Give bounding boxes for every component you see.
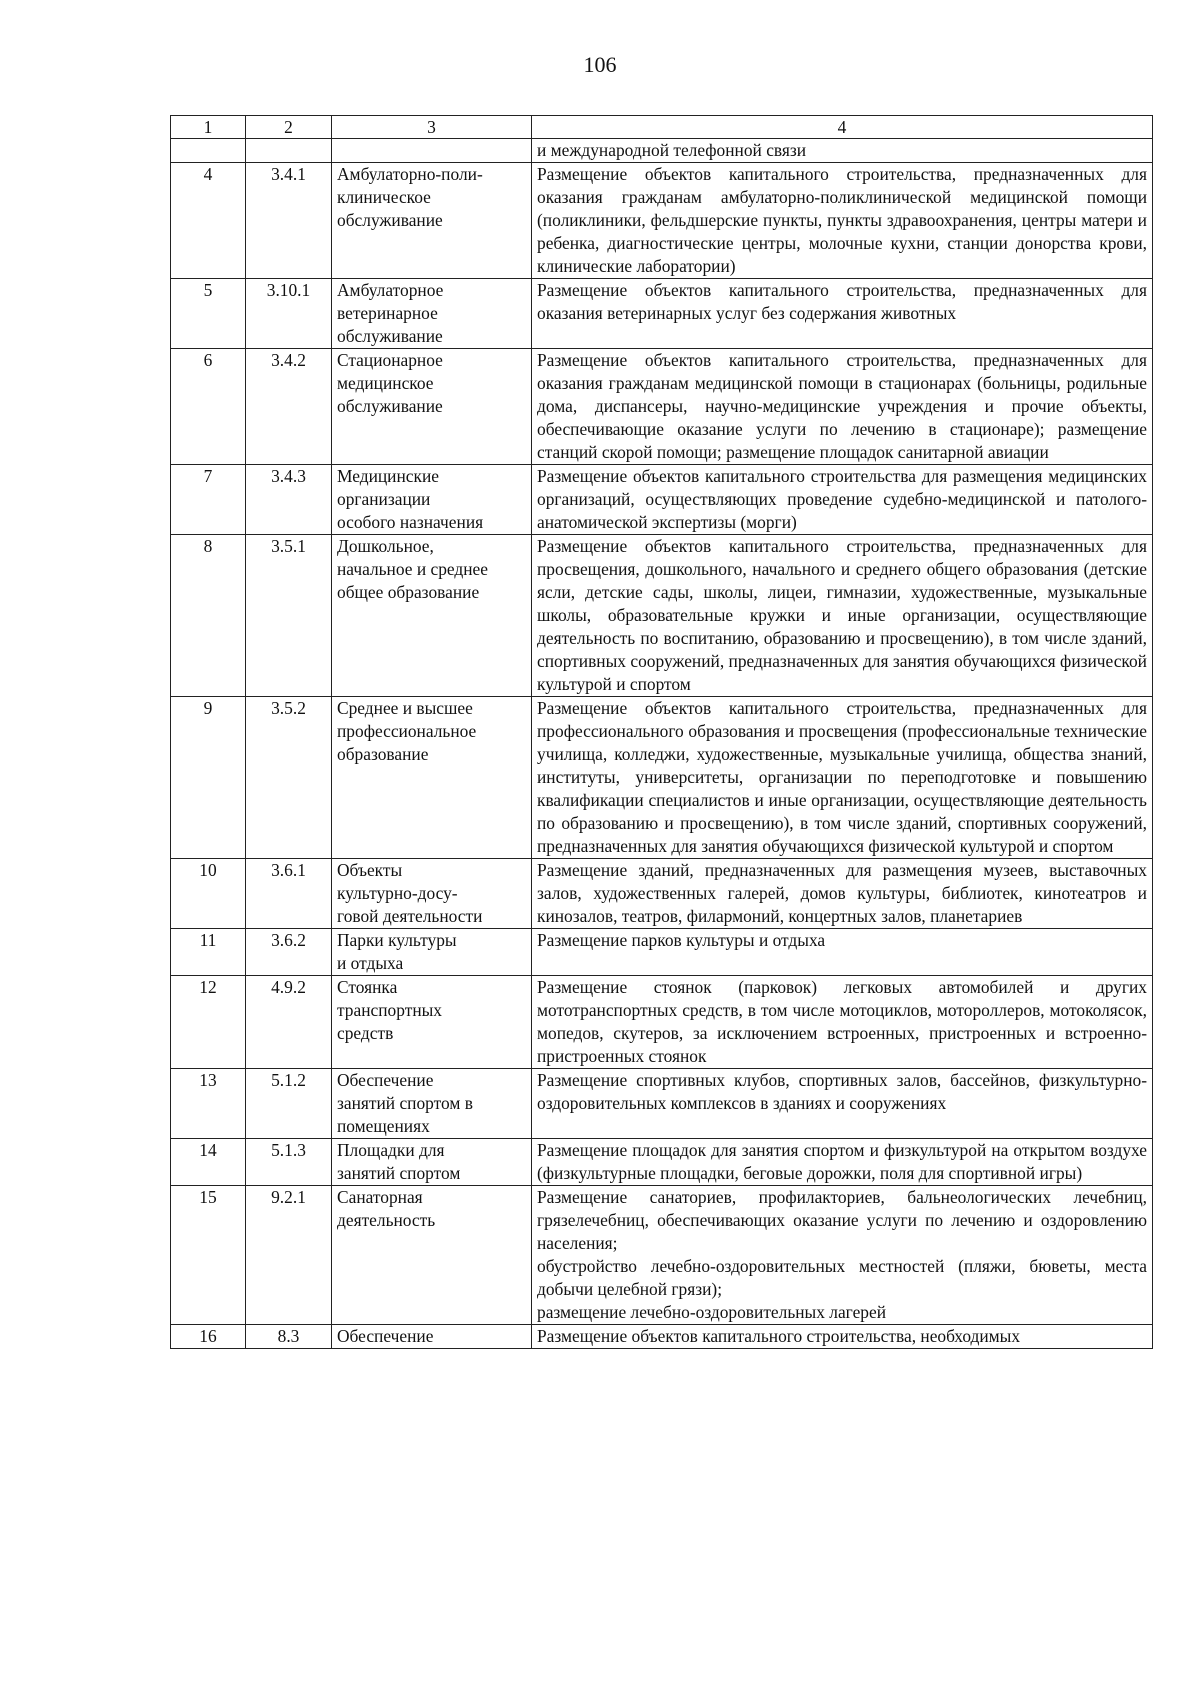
row-name-text: Амбулаторно-поли- клиническое обслуживание xyxy=(337,164,483,230)
row-name xyxy=(332,859,532,929)
row-number-text: 6 xyxy=(203,350,213,370)
table-row xyxy=(171,349,1153,465)
row-code-text: 5.1.3 xyxy=(271,1140,306,1160)
table-row xyxy=(171,1186,1153,1325)
row-code xyxy=(246,1069,332,1139)
row-name xyxy=(332,349,532,465)
row-code xyxy=(246,465,332,535)
row-description xyxy=(532,535,1153,697)
row-number xyxy=(171,1186,246,1325)
row-name-text: Объекты культурно-досу- говой деятельности xyxy=(337,860,483,926)
row-name xyxy=(332,976,532,1069)
row-description xyxy=(532,1139,1153,1186)
row-name xyxy=(332,535,532,697)
row-description-text: Размещение площадок для занятия спортом и физкультурой на открытом воздухе (физкультурные площадки, беговые дорожки, поля для спортивной игры) xyxy=(537,1140,1147,1183)
row-name xyxy=(332,1139,532,1186)
row-name xyxy=(332,1186,532,1325)
row-description xyxy=(532,976,1153,1069)
header-col-4: 4 xyxy=(532,116,1153,139)
row-code-text: 3.4.1 xyxy=(271,164,306,184)
row-code-text: 3.5.2 xyxy=(271,698,306,718)
row-description-text: Размещение санаториев, профилакториев, бальнеологических лечебниц, грязелечебниц, обеспечивающих оказание услуги по лечению и оздоровлению населения; обустройство лечебно-оздоровительных местностей (пляжи, бюветы, места добычи целебной грязи); размещение лечебно-оздоровительных лагерей xyxy=(537,1187,1147,1322)
row-code xyxy=(246,929,332,976)
row-code xyxy=(246,139,332,163)
row-number-text: 7 xyxy=(203,466,213,486)
row-name-text: Санаторная деятельность xyxy=(337,1187,436,1230)
row-code xyxy=(246,1139,332,1186)
row-number-text: 11 xyxy=(199,930,217,950)
row-number-text: 15 xyxy=(199,1187,217,1207)
row-name-text: Медицинские организации особого назначения xyxy=(337,466,484,532)
row-name-text: Парки культуры и отдыха xyxy=(337,930,457,973)
row-number xyxy=(171,859,246,929)
row-number-text: 9 xyxy=(203,698,213,718)
row-description xyxy=(532,279,1153,349)
row-code-text: 3.6.2 xyxy=(271,930,306,950)
row-number-text: 4 xyxy=(203,164,213,184)
row-description-text: Размещение парков культуры и отдыха xyxy=(537,930,826,950)
row-number-text: 13 xyxy=(199,1070,217,1090)
row-description xyxy=(532,929,1153,976)
table-row xyxy=(171,1325,1153,1349)
row-description-text: Размещение спортивных клубов, спортивных залов, бассейнов, физкультурно-оздоровительных комплексов в зданиях и сооружениях xyxy=(537,1070,1147,1113)
table-row xyxy=(171,859,1153,929)
table-row xyxy=(171,1139,1153,1186)
row-number-text: 14 xyxy=(199,1140,217,1160)
row-name xyxy=(332,697,532,859)
row-description xyxy=(532,697,1153,859)
row-description-text: Размещение объектов капитального строительства, предназначенных для оказания ветеринарных услуг без содержания животных xyxy=(537,280,1147,323)
row-name-text: Стоянка транспортных средств xyxy=(337,977,443,1043)
row-number xyxy=(171,535,246,697)
row-name-text: Амбулаторное ветеринарное обслуживание xyxy=(337,280,444,346)
row-description xyxy=(532,465,1153,535)
row-code-text: 3.6.1 xyxy=(271,860,306,880)
row-number xyxy=(171,1069,246,1139)
header-col-3: 3 xyxy=(332,116,532,139)
row-code xyxy=(246,349,332,465)
row-description-text: Размещение объектов капитального строительства, предназначенных для оказания гражданам медицинской помощи в стационарах (больницы, родильные дома, диспансеры, научно-медицинские учреждения и прочие объекты, обеспечивающие оказание услуги по лечению в стационаре); размещение станций скорой помощи; размещение площадок санитарной авиации xyxy=(537,350,1147,462)
row-name xyxy=(332,279,532,349)
table-row xyxy=(171,929,1153,976)
row-number-text: 8 xyxy=(203,536,213,556)
row-description xyxy=(532,163,1153,279)
row-name xyxy=(332,163,532,279)
table-row xyxy=(171,535,1153,697)
row-name xyxy=(332,1069,532,1139)
row-name xyxy=(332,139,532,163)
row-name-text: Стационарное медицинское обслуживание xyxy=(337,350,443,416)
row-code xyxy=(246,697,332,859)
table-row xyxy=(171,697,1153,859)
row-code xyxy=(246,535,332,697)
row-code-text: 3.10.1 xyxy=(266,280,311,300)
row-description-text: Размещение зданий, предназначенных для размещения музеев, выставочных залов, художественных галерей, домов культуры, библиотек, кинотеатров и кинозалов, театров, филармоний, концертных залов, планетариев xyxy=(537,860,1147,926)
table-row xyxy=(171,976,1153,1069)
row-code xyxy=(246,976,332,1069)
row-name-text: Обеспечение занятий спортом в помещениях xyxy=(337,1070,473,1136)
table-row xyxy=(171,1069,1153,1139)
row-number xyxy=(171,279,246,349)
row-code-text: 5.1.2 xyxy=(271,1070,306,1090)
row-code-text: 8.3 xyxy=(277,1326,300,1346)
row-code-text: 3.4.3 xyxy=(271,466,306,486)
header-col-1: 1 xyxy=(171,116,246,139)
row-number-text: 5 xyxy=(203,280,213,300)
row-name-text: Площадки для занятий спортом xyxy=(337,1140,461,1183)
row-code xyxy=(246,1325,332,1349)
page-number: 106 xyxy=(583,52,617,77)
row-description-text: Размещение объектов капитального строительства, необходимых xyxy=(537,1326,1021,1346)
row-description-text: Размещение стоянок (парковок) легковых автомобилей и других мототранспортных средств, в том числе мотоциклов, мотороллеров, мотоколясок, мопедов, скутеров, за исключением встроенных, пристроенных и встроенно-пристроенных стоянок xyxy=(537,977,1147,1066)
row-description xyxy=(532,349,1153,465)
land-use-table xyxy=(170,115,1153,1349)
row-number xyxy=(171,465,246,535)
row-name-text: Среднее и высшее профессиональное образование xyxy=(337,698,477,764)
row-code-text: 3.4.2 xyxy=(271,350,306,370)
row-number-text: 12 xyxy=(199,977,217,997)
row-description-text: Размещение объектов капитального строительства для размещения медицинских организаций, осуществляющих проведение судебно-медицинской и патолого-анатомической экспертизы (морги) xyxy=(537,466,1147,532)
row-number xyxy=(171,976,246,1069)
row-description xyxy=(532,1186,1153,1325)
row-name-text: Дошкольное, начальное и среднее общее образование xyxy=(337,536,488,602)
table-header-row xyxy=(171,116,1153,139)
row-name-text: Обеспечение xyxy=(337,1326,434,1346)
row-description-text: Размещение объектов капитального строительства, предназначенных для оказания гражданам амбулаторно-поликлинической медицинской помощи (поликлиники, фельдшерские пункты, пункты здравоохранения, центры матери и ребенка, диагностические центры, молочные кухни, станции донорства крови, клинические лаборатории) xyxy=(537,164,1147,276)
row-number xyxy=(171,163,246,279)
row-code xyxy=(246,163,332,279)
row-code xyxy=(246,1186,332,1325)
row-number xyxy=(171,697,246,859)
table-body xyxy=(171,139,1153,1349)
row-code-text: 9.2.1 xyxy=(271,1187,306,1207)
row-code xyxy=(246,859,332,929)
row-number xyxy=(171,139,246,163)
row-description xyxy=(532,1069,1153,1139)
row-description xyxy=(532,1325,1153,1349)
row-description-text: Размещение объектов капитального строительства, предназначенных для профессионального образования и просвещения (профессиональные технические училища, колледжи, художественные, музыкальные училища, общества знаний, институты, университеты, организации по переподготовке и повышению квалификации специалистов и иные организации, осуществляющие деятельность по образованию и просвещению), в том числе зданий, спортивных сооружений, предназначенных для занятия обучающихся физической культурой и спортом xyxy=(537,698,1147,856)
row-name xyxy=(332,929,532,976)
row-code xyxy=(246,279,332,349)
table-row xyxy=(171,465,1153,535)
row-number-text: 10 xyxy=(199,860,217,880)
row-description xyxy=(532,859,1153,929)
row-code-text: 4.9.2 xyxy=(271,977,306,997)
row-description-text: Размещение объектов капитального строительства, предназначенных для просвещения, дошкольного, начального и среднего общего образования (детские ясли, детские сады, школы, лицеи, гимназии, художественные, музыкальные школы, образовательные кружки и иные организации, осуществляющие деятельность по воспитанию, образованию и просвещению), в том числе зданий, спортивных сооружений, предназначенных для занятия обучающихся физической культурой и спортом xyxy=(537,536,1147,694)
row-name xyxy=(332,1325,532,1349)
row-number xyxy=(171,1325,246,1349)
table-row-continuation xyxy=(171,139,1153,163)
table-row xyxy=(171,163,1153,279)
row-number-text: 16 xyxy=(199,1326,217,1346)
row-number xyxy=(171,349,246,465)
table-row xyxy=(171,279,1153,349)
header-col-2: 2 xyxy=(246,116,332,139)
row-name xyxy=(332,465,532,535)
row-description: и международной телефонной связи xyxy=(532,139,1153,163)
row-number xyxy=(171,929,246,976)
row-code-text: 3.5.1 xyxy=(271,536,306,556)
row-number xyxy=(171,1139,246,1186)
